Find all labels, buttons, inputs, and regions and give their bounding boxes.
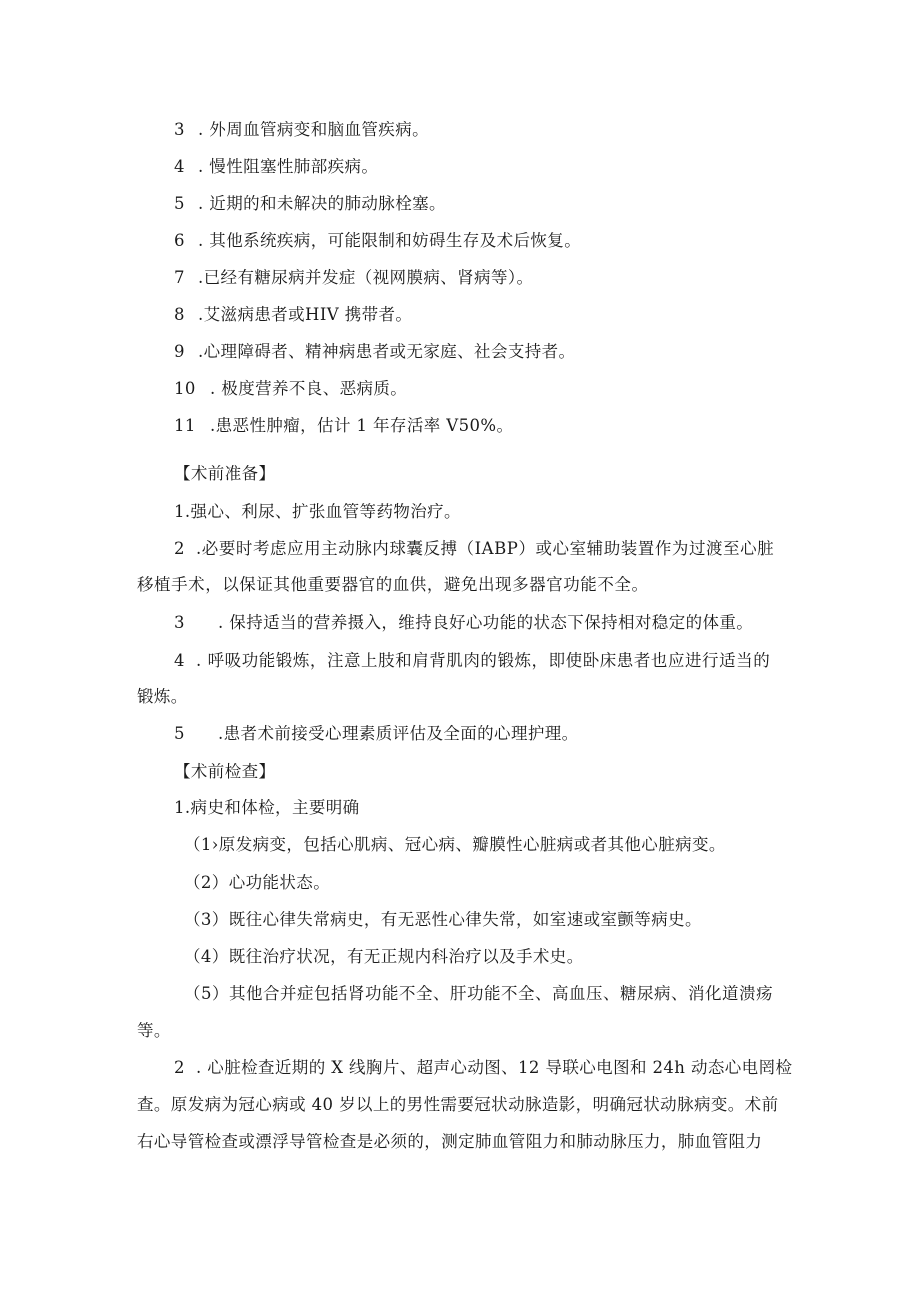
list-item	[174, 415, 513, 437]
exam-sub-5-cont: 等。	[137, 1021, 171, 1040]
exam-item-2-cont-1: 查。原发病为冠心病或 40 岁以上的男性需要冠状动脉造影，明确冠状动脉病变。术前	[137, 1095, 779, 1114]
item-text: . 呼吸功能锻炼，注意上肢和肩背肌肉的锻炼，即使卧床患者也应进行适当的	[196, 651, 771, 670]
item-text: .必要时考虑应用主动脉内球囊反搏（IABP）或心室辅助装置作为过渡至心脏	[196, 539, 775, 558]
exam-sub-1: （1›原发病变，包括心肌病、冠心病、瓣膜性心脏病或者其他心脏病变。	[184, 835, 726, 854]
prep-item-4	[174, 650, 770, 672]
list-item	[174, 230, 581, 252]
prep-item-4-cont: 锻炼。	[137, 687, 188, 706]
list-item	[174, 267, 533, 289]
prep-item-5	[174, 723, 579, 745]
item-text: .患恶性肿瘤，估计 1 年存活率 V50%。	[210, 416, 514, 435]
item-text: . 慢性阻塞性肺部疾病。	[198, 157, 379, 176]
item-text: . 心脏检查近期的 X 线胸片、超声心动图、12 导联心电图和 24h 动态心电罔检	[196, 1058, 793, 1077]
prep-item-2	[174, 538, 774, 560]
item-number: 6	[174, 231, 185, 250]
list-item	[174, 378, 407, 400]
item-text: . 外周血管病变和脑血管疾病。	[198, 120, 429, 139]
exam-item-2-cont-2: 右心导管检查或漂浮导管检查是必须的，测定肺血管阻力和肺动脉压力，肺血管阻力	[137, 1132, 763, 1151]
item-number: 5	[174, 194, 185, 213]
item-number: 10	[174, 379, 196, 398]
item-text: . 其他系统疾病，可能限制和妨碍生存及术后恢复。	[198, 231, 582, 250]
item-number: 2	[174, 539, 185, 558]
exam-sub-2: （2）心功能状态。	[184, 873, 331, 892]
item-number: 4	[174, 651, 185, 670]
item-text: . 极度营养不良、恶病质。	[210, 379, 408, 398]
prep-item-3	[174, 612, 753, 634]
item-number: 2	[174, 1058, 185, 1077]
item-number: 4	[174, 157, 185, 176]
item-number: 5	[174, 724, 185, 743]
item-number: 3	[174, 613, 185, 632]
list-item	[174, 341, 575, 363]
exam-sub-3: （3）既往心律失常病史，有无恶性心律失常，如室速或室颤等病史。	[184, 910, 702, 929]
item-text: . 近期的和未解决的肺动脉栓塞。	[198, 194, 446, 213]
item-text: .已经有糖尿病并发症（视网膜病、肾病等）。	[198, 268, 534, 287]
section-heading-exam: 【术前检查】	[174, 762, 276, 781]
exam-item-2	[174, 1057, 792, 1079]
prep-item-2-cont: 移植手术，以保证其他重要器官的血供，避免出现多器官功能不全。	[137, 575, 649, 594]
item-number: 9	[174, 342, 185, 361]
exam-item-1: 1.病史和体检，主要明确	[174, 798, 360, 817]
item-text: .患者术前接受心理素质评估及全面的心理护理。	[218, 724, 579, 743]
exam-sub-5: （5）其他合并症包括肾功能不全、肝功能不全、高血压、糖尿病、消化道溃疡	[184, 984, 773, 1003]
item-text: .心理障碍者、精神病患者或无家庭、社会支持者。	[198, 342, 576, 361]
item-text: .艾滋病患者或HIV 携带者。	[198, 305, 413, 324]
section-heading-prep: 【术前准备】	[174, 464, 276, 483]
list-item	[174, 119, 429, 141]
item-text: . 保持适当的营养摄入，维持良好心功能的状态下保持相对稳定的体重。	[218, 613, 754, 632]
list-item	[174, 193, 446, 215]
item-number: 8	[174, 305, 185, 324]
exam-sub-4: （4）既往治疗状况，有无正规内科治疗以及手术史。	[184, 947, 584, 966]
list-item	[174, 156, 378, 178]
item-number: 3	[174, 120, 185, 139]
item-number: 11	[174, 416, 196, 435]
list-item	[174, 304, 412, 326]
item-number: 7	[174, 268, 185, 287]
prep-item-1: 1.强心、利尿、扩张血管等药物治疗。	[174, 502, 461, 521]
